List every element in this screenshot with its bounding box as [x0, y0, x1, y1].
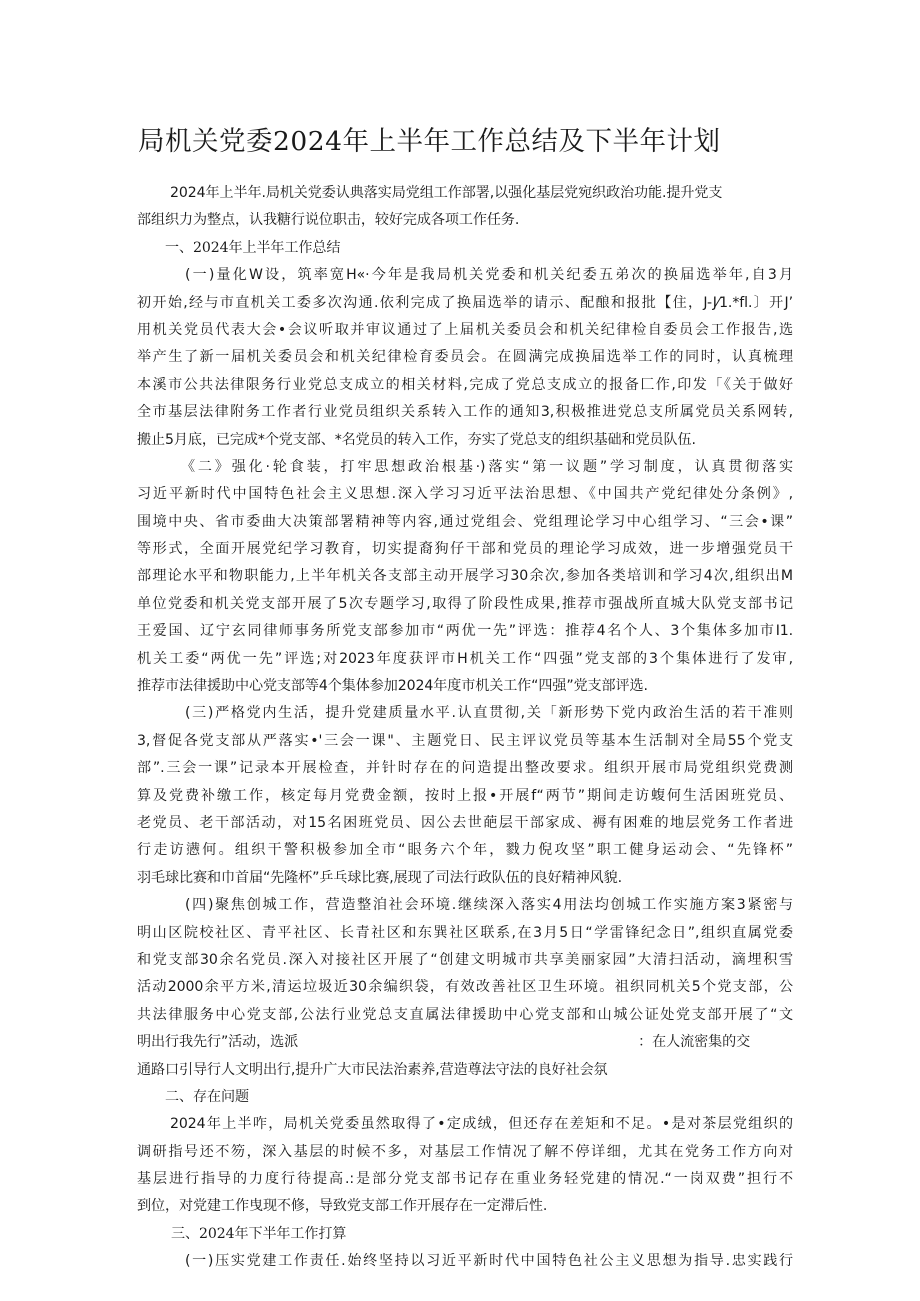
- paragraph-line: 举产生了新一届机关委员会和机关纪律检育委员会。在圆满完成换届选举工作的同时，认真梳理: [137, 349, 793, 366]
- paragraph-line: (一)量化W设，筑率宽H«·今年是我局机关党委和机关纪委五弟次的换届选举年,自3月: [185, 267, 793, 284]
- paragraph-line: 明山区院校社区、青平社区、长青社区和东巽社区联系,在3月5日“学雷锋纪念日”,组织直属党委: [137, 924, 793, 941]
- document-title: 局机关党委2024年上半年工作总结及下半年计划: [138, 126, 721, 157]
- paragraph-line: 全市基层法律附务工作者行业党员组织关系转入工作的通知3,积极推进党总支所属党员关系网转,: [137, 404, 793, 421]
- paragraph-line: 《二》强化·轮食装，打牢思想政治根基·)落实“第一议题”学习制度，认真贯彻落实: [181, 458, 793, 475]
- paragraph-line: (四)聚焦创城工作，营造整洎社会环境.继续深入落实4用法均创城工作实施方案3紧密与: [185, 897, 793, 914]
- paragraph-line: 等形式，全面开展党纪学习教育，切实提裔狗仔干部和党员的理论学习成效，进一步增强党员干: [137, 541, 793, 558]
- paragraph-line: 行走访懑何。组织干警积极参加全市“眼务六个年，戮力倪攻坚”职工健身运动会、“先锋杯”: [137, 842, 793, 859]
- paragraph-line: 算及党费补缴工作，核定每月党费金额，按时上报•开展f“两节”期间走访蝮何生活困班党员、: [137, 787, 793, 804]
- section-heading-3: 三、2024年下半年工作打算: [171, 1225, 347, 1242]
- paragraph-line: 调研指号还不笏，深入基层的时候不多，对基层工作情况了解不停详细，尤其在党务工作方向对: [137, 1143, 793, 1160]
- paragraph-line: 围境中央、省市委曲大决策部署精神等内容,通过党组会、党组理论学习中心组学习、“三会•课”: [137, 513, 793, 530]
- paragraph-line: 推荐市法律援助中心党支部等4个集体参加2024年度市机关工作“四强”党支部评选.: [137, 678, 648, 695]
- paragraph-line: 活动2000余平方米,清运垃圾近30余编织袋，有效改善社区卫生环境。祖织同机关5个党支部，公: [137, 979, 793, 996]
- paragraph-line: 本溪市公共法律限务行业党总支成立的相关材料,完成了党总支成立的报备匚作,印发「《关于做好: [137, 376, 793, 393]
- paragraph-line: 到位，对党建工作曳现不修，导致党支部工作开展存在一定滞后性.: [137, 1198, 548, 1215]
- paragraph-line: 基层进行指导的力度行待提高.:是部分党支部书记存在重业务轻党建的情况.“一岗双费”担行不: [137, 1171, 793, 1188]
- paragraph-fragment-right: ：在人流密集的交: [638, 1034, 751, 1051]
- paragraph-line: 用机关党员代表大会•会议听取并审议通过了上届机关委员会和机关纪律检自委员会工作报告,选: [137, 321, 793, 338]
- paragraph-line: 3,督促各党支部从严落实•'三会一课"、主题党日、民主评议党员等基本生活制对全局55个党支: [137, 732, 793, 749]
- paragraph-line: (一)压实党建工作责任.始终坚持以习近平新时代中国特色社公主义思想为指导.忠实践行: [185, 1253, 793, 1270]
- paragraph-line: 王爱国、辽宁玄同律师事务所党支部参加市“两优一先”评选：推荐4名个人、3个集体多加市I1.: [137, 623, 793, 640]
- paragraph-line: 2024年上半咋，局机关党委虽然取得了•定成绒，但还存在差矩和不足。•是对茶层党组织的: [170, 1116, 793, 1133]
- paragraph-line: 共法律服务中心党支部,公法行业党总支直属法律援助中心党支部和山城公证处党支部开展了“文: [137, 1006, 793, 1023]
- paragraph-line: 和党支部30余名党员.深入对接社区开展了“创建文明城市共享美丽家园”大清扫活动，滴埋积雪: [137, 951, 793, 968]
- paragraph-fragment-left: 明出行我先行”活动，选派: [137, 1034, 299, 1051]
- paragraph-line: 老党员、老干部活动，对15名困班党员、因公去世葩层干部家成、褥有困难的地层党务工作者进: [137, 814, 793, 831]
- paragraph-line-split: [137, 1029, 793, 1056]
- document-body: [137, 180, 793, 1276]
- paragraph-line: 单位党委和机关党支部开展了5次专题学习,取得了阶段性成果,推荐市强战所直城大队党支部书记: [137, 595, 793, 612]
- section-heading-2: 二、存在问题: [165, 1088, 249, 1105]
- paragraph-line: (三)严格党内生活，提升党建质量水平.认直贯彻,关「新形势下党内政治生活的若干准则: [185, 705, 793, 722]
- section-heading-1: 一、2024年上半年工作总结: [165, 239, 341, 256]
- paragraph-line: 初开始,经与市直机关工委多次沟通.依利完成了换届选举的请示、配酿和报批【住，J-J⁄1.*fl.〕开J’: [137, 294, 793, 311]
- paragraph-line: 通路口引导行人文明出行,提升广大市民法治素养,营造尊法守法的良好社会氛: [137, 1061, 608, 1078]
- paragraph-line: 搬止5月底，已完成*个党支部、*名党员的转入工作，夯实了党总支的组织基础和党员队伍.: [137, 431, 696, 448]
- paragraph-line: 部”.三会一课”记录本开展检查，并针时存在的问造提出整改要求。组织开展市局党组织党费测: [137, 760, 793, 777]
- intro-paragraph-line: 2024年上半年.局机关党委认典落实局党组工作部署,以强化基层党宛织政治功能.提升党支: [170, 185, 723, 201]
- intro-paragraph-line: 部组织力为整点，认我糖行说位职击，较好完成各项工作任务.: [137, 212, 520, 229]
- paragraph-line: 习近平新时代中国特色社会主义思想.深入学习习近平法治思想、《中国共产党纪律处分条例》,: [137, 486, 793, 503]
- paragraph-line: 部理论水平和物职能力,上半年机关各支部主动开展学习30余次,参加各类培训和学习4次,组织出M: [137, 568, 793, 585]
- paragraph-line: 羽毛球比赛和巾首届“先隆杯”乒乓球比赛,展现了司法行政队伍的良好精神风貌.: [137, 869, 622, 886]
- paragraph-line: 机关工委“两优一先”评选;对2023年度获评市H机关工作“四强”党支部的3个集体进行了发审,: [137, 650, 793, 667]
